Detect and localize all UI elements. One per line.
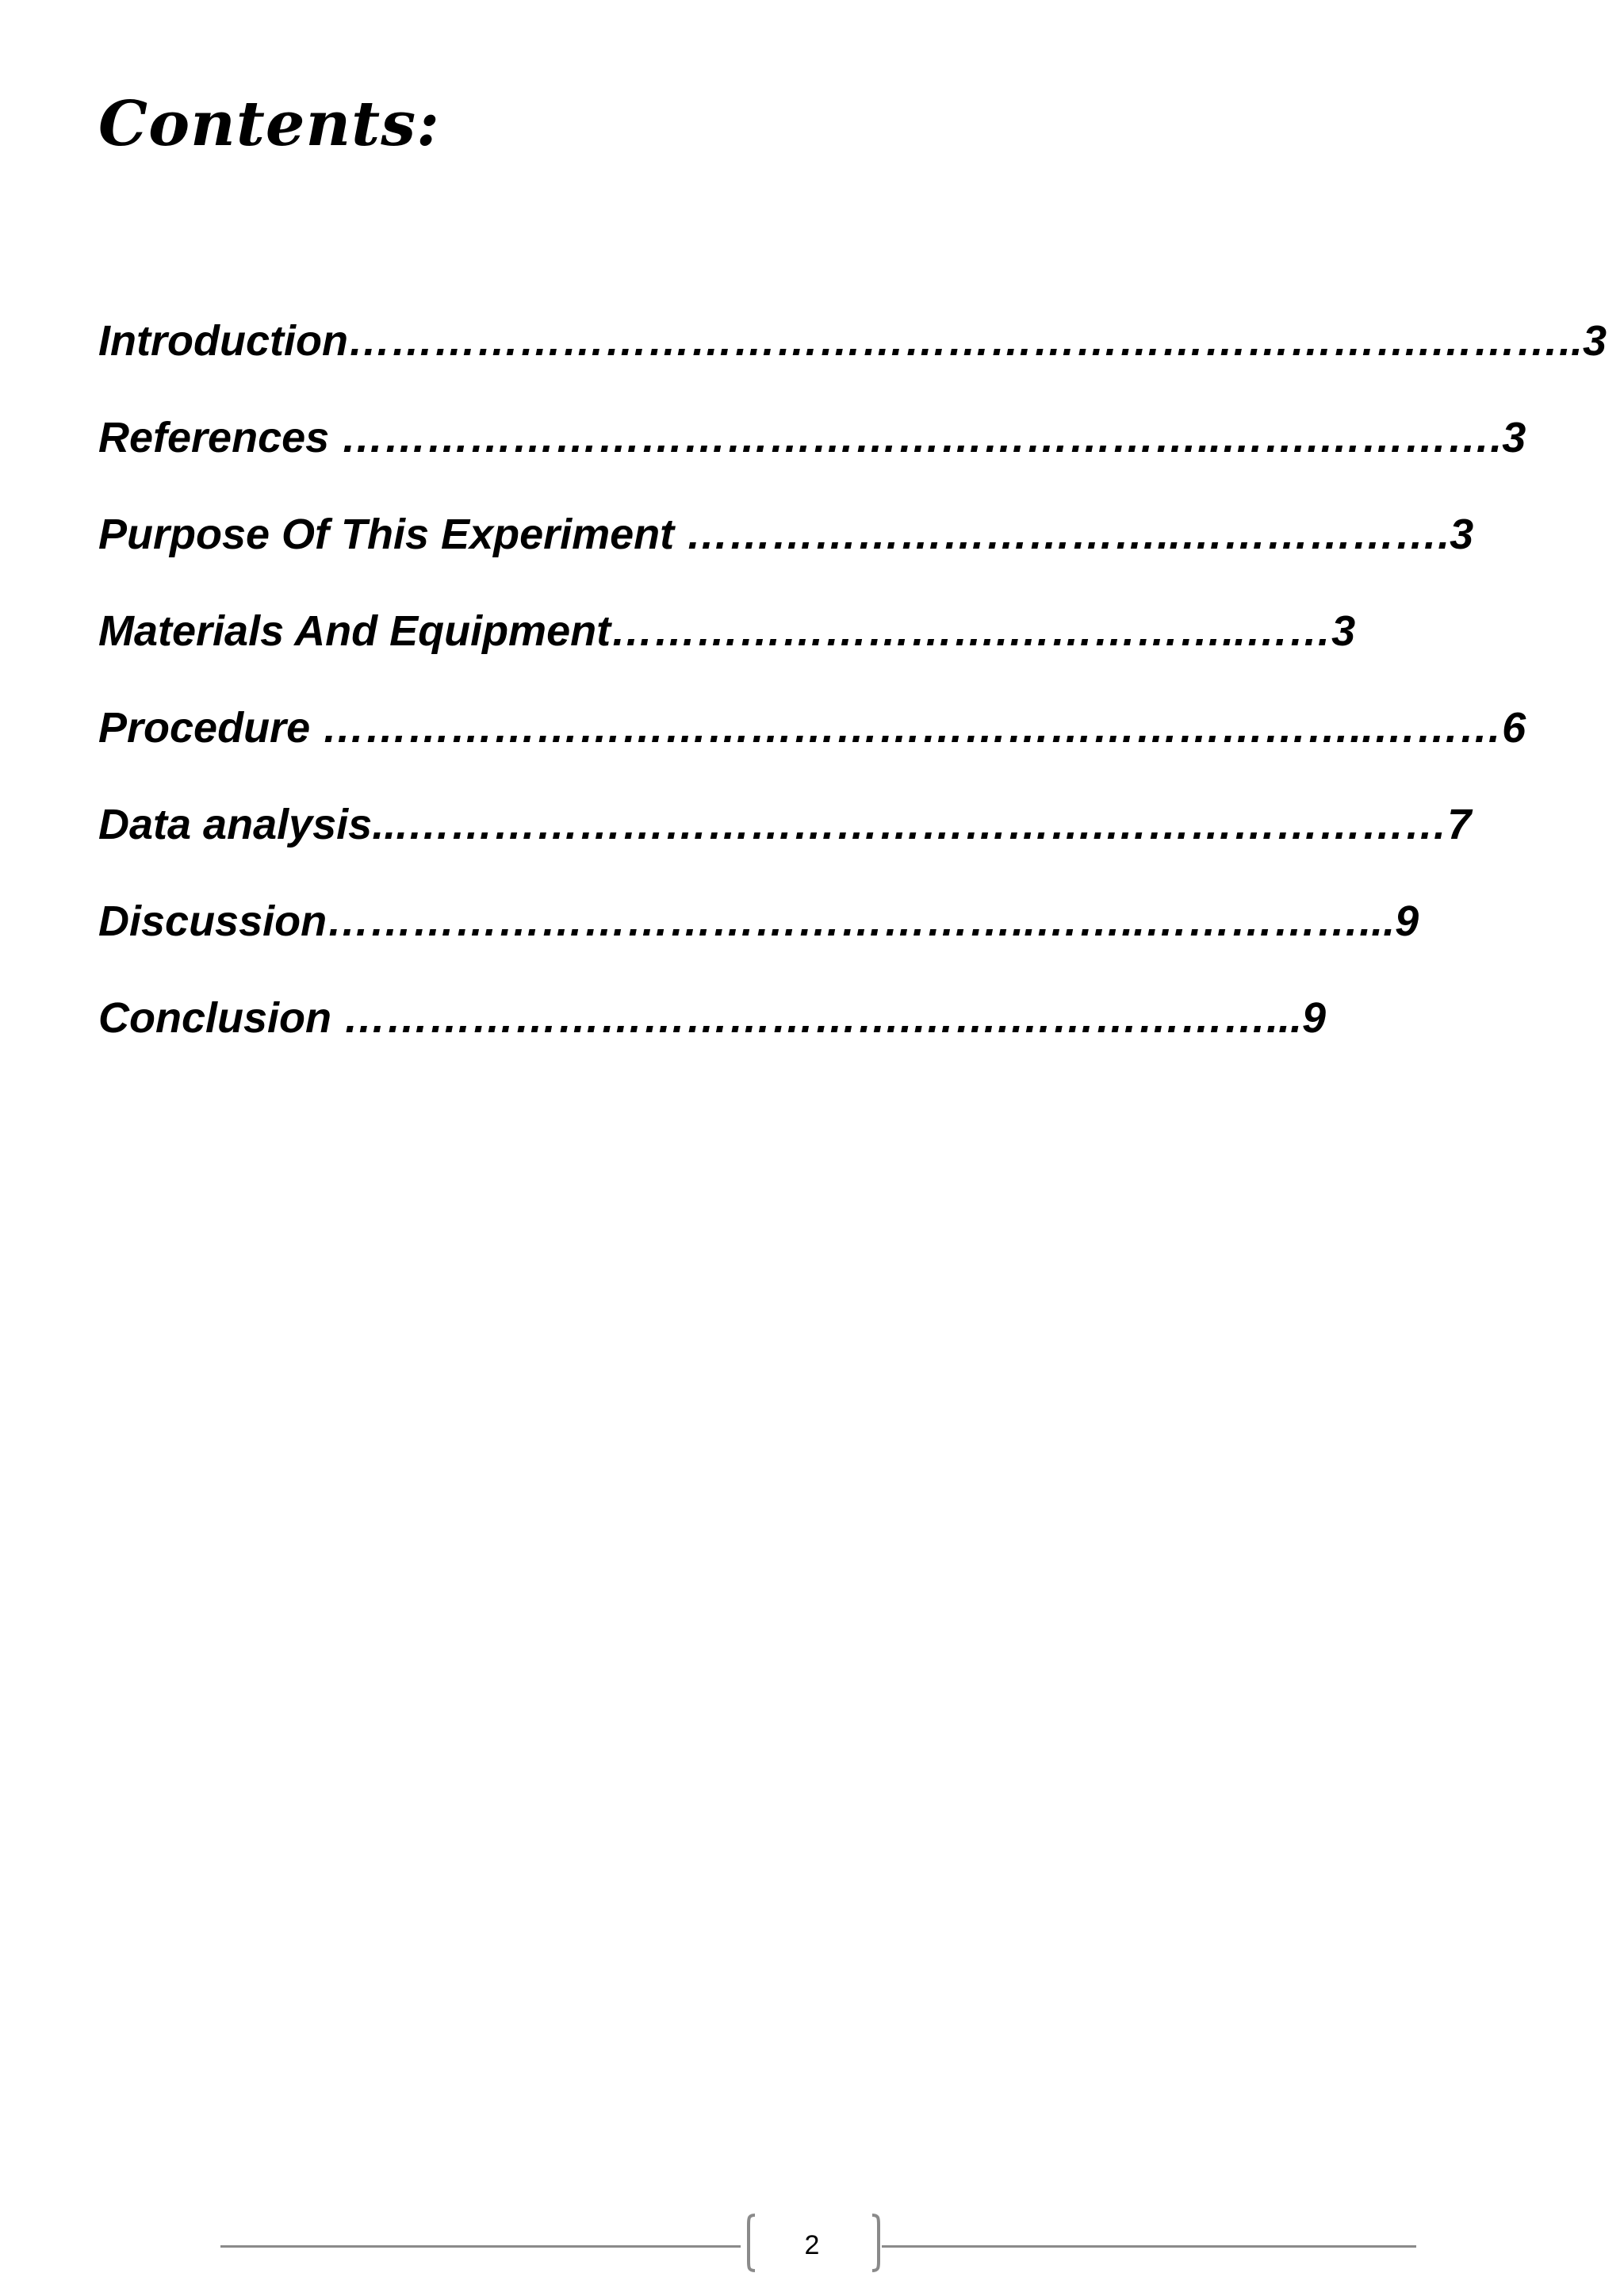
table-of-contents [98, 309, 1607, 1083]
toc-entry-references: References ……………………………………………………..…….………….3 [98, 414, 1526, 461]
toc-entry-discussion: Discussion…………………………………………..……..……………...9 [98, 897, 1419, 945]
toc-entry-introduction: Introduction………………………………………………………………….………..3 [98, 317, 1607, 365]
page-number: 2 [804, 2230, 820, 2260]
toc-entry-procedure: Procedure ………………………………………………………………..………6 [98, 704, 1526, 752]
toc-entry-data-analysis: Data analysis...………………………………………….……………………7 [98, 801, 1472, 848]
toc-entry-materials: Materials And Equipment……………………….……………..……3 [98, 607, 1356, 655]
footer-rule-left [220, 2245, 741, 2248]
toc-entry-conclusion: Conclusion ………………………………….…….………………...9 [98, 994, 1327, 1042]
footer-rule-right [882, 2245, 1416, 2248]
page-title: Contents: [98, 88, 440, 160]
footer-left-bracket [745, 2214, 756, 2272]
page-footer [0, 2204, 1624, 2275]
toc-entry-purpose: Purpose Of This Experiment ……………………………..……………….3 [98, 511, 1474, 558]
footer-right-bracket [871, 2214, 882, 2272]
